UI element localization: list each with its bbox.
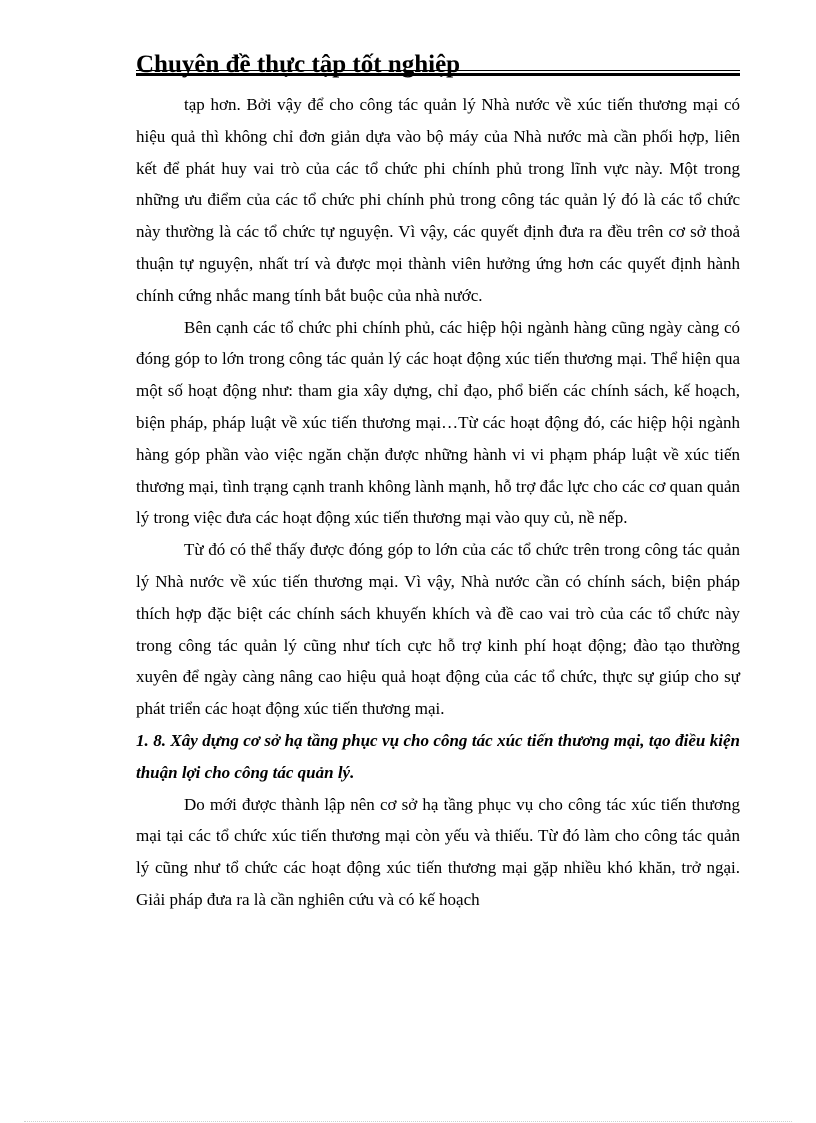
header-title: Chuyên đề thực tập tốt nghiệp <box>136 51 461 78</box>
paragraph-2: Bên cạnh các tổ chức phi chính phủ, các hiệp hội ngành hàng cũng ngày càng có đóng góp to lớn trong công tác quản lý các hoạt động xúc tiến thương mại. Thể hiện qua một số hoạt động như: tham gia xây dựng, chỉ đạo, phổ biến các chính sách, kế hoạch, biện pháp, pháp luật về xúc tiến thương mại…Từ các hoạt động đó, các hiệp hội ngành hàng góp phần vào việc ngăn chặn được những hành vi vi phạm pháp luật về xúc tiến thương mại, tình trạng cạnh tranh không lành mạnh, hỗ trợ đắc lực cho các cơ quan quản lý trong việc đưa các hoạt động xúc tiến thương mại vào quy củ, nề nếp. <box>136 317 740 528</box>
page-bottom-border <box>24 1121 792 1122</box>
section-heading: 1. 8. Xây dựng cơ sở hạ tầng phục vụ cho công tác xúc tiến thương mại, tạo điều kiện thuận lợi cho công tác quản lý. <box>136 730 740 782</box>
paragraph-3: Từ đó có thể thấy được đóng góp to lớn của các tổ chức trên trong công tác quản lý Nhà nước về xúc tiến thương mại. Vì vậy, Nhà nước cần có chính sách, biện pháp thích hợp đặc biệt các chính sách khuyến khích và đề cao vai trò của các tổ chức này trong công tác quản lý cũng như tích cực hỗ trợ kinh phí hoạt động; đào tạo thường xuyên để ngày càng nâng cao hiệu quả hoạt động của các tổ chức, thực sự giúp cho sự phát triển các hoạt động xúc tiến thương mại. <box>136 540 740 719</box>
paragraph-4: Do mới được thành lập nên cơ sở hạ tầng phục vụ cho công tác xúc tiến thương mại tại các tổ chức xúc tiến thương mại còn yếu và thiếu. Từ đó làm cho công tác quản lý cũng như tổ chức các hoạt động xúc tiến thương mại gặp nhiều khó khăn, trở ngại. Giải pháp đưa ra là cần nghiên cứu và có kế hoạch <box>136 794 740 909</box>
document-body <box>136 89 740 916</box>
page-header <box>136 48 740 82</box>
paragraph-1: tạp hơn. Bởi vậy để cho công tác quản lý Nhà nước về xúc tiến thương mại có hiệu quả thì không chỉ đơn giản dựa vào bộ máy của Nhà nước mà cần phối hợp, liên kết để phát huy vai trò của các tổ chức phi chính phủ trong lĩnh vực này. Một trong những ưu điểm của các tổ chức phi chính phủ trong công tác quản lý đó là các tổ chức này thường là các tổ chức tự nguyện. Vì vậy, các quyết định đưa ra đều trên cơ sở thoả thuận tự nguyện, nhất trí và được mọi thành viên hưởng ứng hơn các quyết định hành chính cứng nhắc mang tính bắt buộc của nhà nước. <box>136 95 740 305</box>
